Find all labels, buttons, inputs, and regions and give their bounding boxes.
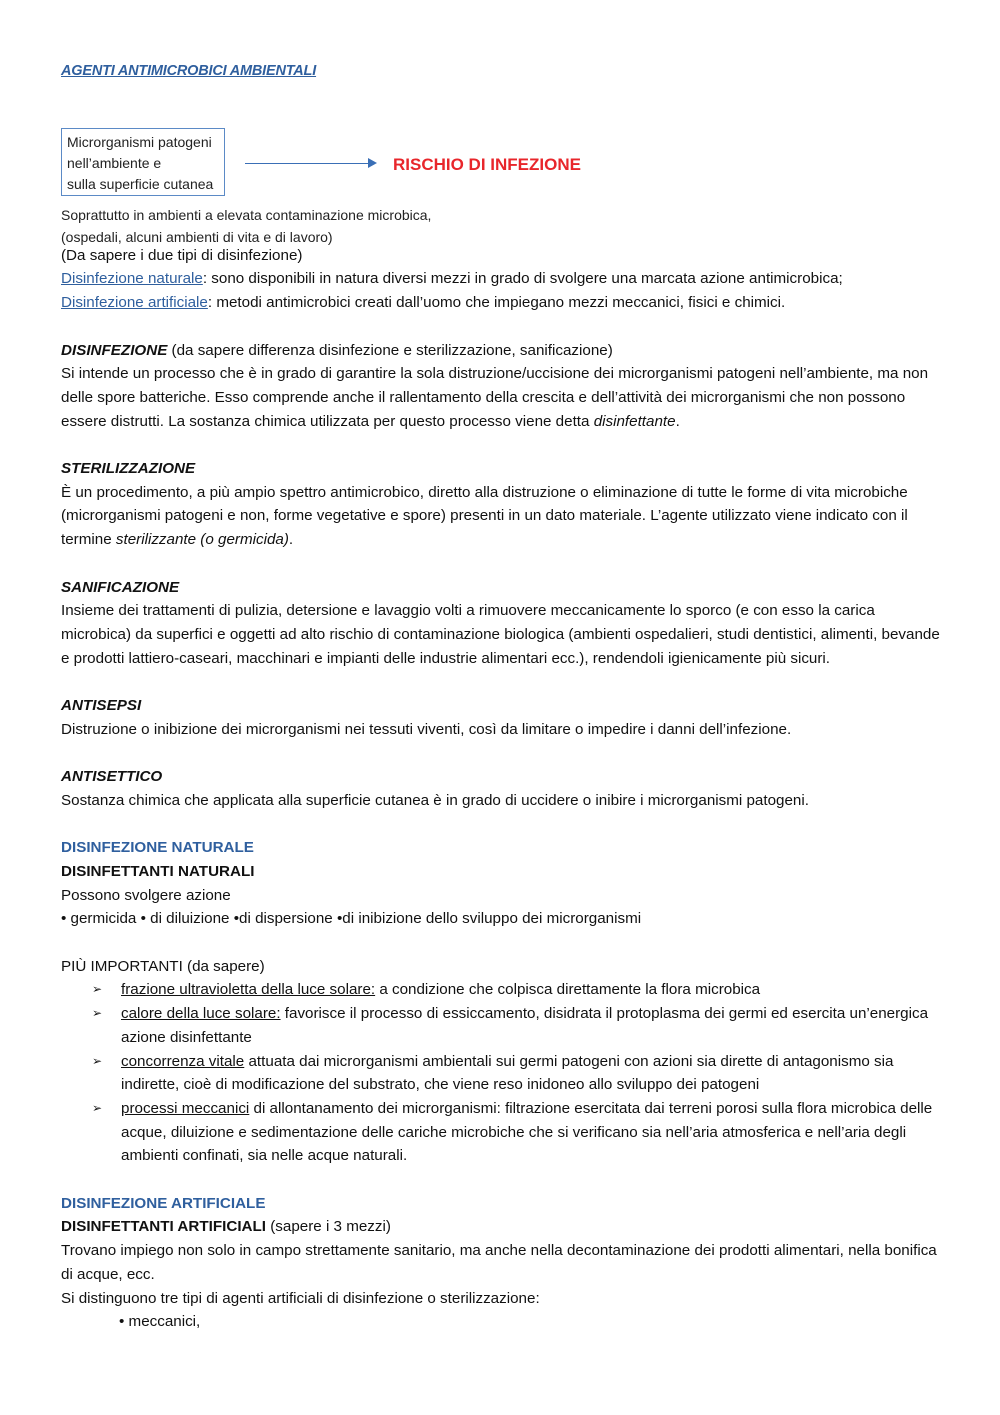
body-text: Si intende un processo che è in grado di garantire la sola distruzione/uccisione dei microrganismi patogeni nell’ambiente, ma non delle spore batteriche. Esso comprende anche il rallentamento della crescita e dell’attività dei microrganismi che non possono essere distrutti. La sostanza chimica utilizzata per questo processo viene detta bbox=[61, 365, 929, 430]
document-title: AGENTI ANTIMICROBICI AMBIENTALI bbox=[61, 63, 317, 79]
natural-disinfection-text: : sono disponibili in natura diversi mezzi in grado di svolgere una marcata azione antimicrobica; bbox=[202, 270, 843, 288]
text-line: Possono svolgere azione bbox=[61, 886, 231, 904]
artificial-disinfection-line bbox=[61, 291, 941, 315]
section-heading: ANTISEPSI bbox=[61, 697, 142, 714]
heading-note: (da sapere differenza disinfezione e sterilizzazione, sanificazione) bbox=[167, 341, 613, 359]
section-heading-blue: DISINFEZIONE NATURALE bbox=[61, 839, 254, 857]
arrow-bullet-icon: ➢ bbox=[92, 1006, 103, 1021]
box-line: nell’ambiente e bbox=[67, 154, 162, 171]
subheading-line bbox=[61, 1215, 941, 1239]
list-item bbox=[92, 978, 941, 1002]
list-item bbox=[92, 1002, 941, 1049]
list-item-text bbox=[121, 978, 941, 1002]
arrow-bullet-icon: ➢ bbox=[92, 1100, 103, 1115]
disinfezione-heading-line bbox=[61, 339, 941, 363]
list-item bbox=[92, 1050, 941, 1097]
antisepsi-body: Distruzione o inibizione dei microrganismi nei tessuti viventi, così da limitare o impedire i danni dell’infezione. bbox=[61, 720, 792, 738]
important-line: PIÙ IMPORTANTI (da sapere) bbox=[61, 957, 265, 975]
section-heading: SANIFICAZIONE bbox=[61, 578, 180, 596]
box-line: Microrganismi patogeni bbox=[67, 133, 212, 150]
disinfezione-body bbox=[61, 362, 941, 433]
document-page bbox=[61, 60, 941, 1334]
underlined-term: calore della luce solare: bbox=[121, 1005, 281, 1023]
list-item-text bbox=[121, 1097, 941, 1168]
arrow-bullet-icon: ➢ bbox=[92, 1053, 103, 1068]
item-text: favorisce il processo di essiccamento, disidrata il protoplasma dei germi ed esercita un’energica azione disinfettante bbox=[121, 1005, 929, 1046]
subheading: DISINFETTANTI NATURALI bbox=[61, 862, 255, 880]
arrow-bullet-icon: ➢ bbox=[92, 982, 103, 997]
underlined-term: frazione ultravioletta della luce solare: bbox=[121, 981, 376, 999]
subheading: DISINFETTANTI ARTIFICIALI bbox=[61, 1218, 267, 1236]
section-heading: ANTISETTICO bbox=[61, 768, 163, 786]
body-text: È un procedimento, a più ampio spettro antimicrobico, diretto alla distruzione o eliminazione di tutte le forme di vita microbiche (microrganismi patogeni e non, forme vegetative e spore) presenti in un dato materiale. L’agente utilizzato viene indicato con il termine bbox=[61, 483, 908, 549]
intro-line: (Da sapere i due tipi di disinfezione) bbox=[61, 246, 303, 264]
item-text: a condizione che colpisca direttamente la flora microbica bbox=[375, 981, 761, 999]
term-italic: disinfettante bbox=[593, 412, 676, 430]
note-line: Soprattutto in ambienti a elevata contaminazione microbica, bbox=[61, 206, 432, 223]
infection-risk-diagram bbox=[61, 84, 941, 244]
sanificazione-body: Insieme dei trattamenti di pulizia, detersione e lavaggio volti a rimuovere meccanicamente lo sporco (e con esso la carica microbica) da superfici e oggetti ad alto rischio di contaminazione biologica (ambienti ospedalieri, studi dentistici, alimenti, bevande e prodotti lattiero-caseari, macchinari e impianti delle industrie alimentari ecc.), rendendoli igienicamente più sicuri. bbox=[61, 602, 940, 667]
natural-disinfection-link[interactable]: Disinfezione naturale bbox=[61, 270, 203, 288]
body-end: . bbox=[675, 412, 680, 430]
list-item-text bbox=[121, 1050, 941, 1097]
section-heading-blue: DISINFEZIONE ARTIFICIALE bbox=[61, 1194, 266, 1212]
list-item: • meccanici, bbox=[119, 1313, 201, 1331]
list-item-text bbox=[121, 1002, 941, 1049]
pathogens-box bbox=[61, 128, 225, 196]
artificial-disinfection-text: : metodi antimicrobici creati dall’uomo che impiegano mezzi meccanici, fisici e chimici. bbox=[207, 294, 786, 312]
subheading-note: (sapere i 3 mezzi) bbox=[266, 1218, 391, 1236]
action-list-line: • germicida • di diluizione •di dispersione •di inibizione dello sviluppo dei microrganismi bbox=[61, 910, 642, 928]
note-line: (ospedali, alcuni ambienti di vita e di lavoro) bbox=[61, 228, 333, 245]
sterilizzazione-body bbox=[61, 481, 941, 552]
item-text: attuata dai microrganismi ambientali sui germi patogeni con azioni sia dirette di antagonismo sia indirette, cioè di modificazione del substrato, che viene reso inidoneo allo sviluppo dei patogeni bbox=[121, 1052, 894, 1094]
underlined-term: concorrenza vitale bbox=[121, 1052, 245, 1070]
section-heading: STERILIZZAZIONE bbox=[61, 460, 196, 477]
diagram-note bbox=[61, 204, 431, 248]
text-line: Si distinguono tre tipi di agenti artificiali di disinfezione o sterilizzazione: bbox=[61, 1289, 540, 1307]
body-end: . bbox=[288, 531, 294, 549]
item-text: di allontanamento dei microrganismi: filtrazione esercitata dai terreni porosi sulla flora microbica delle acque, diluizione e sedimentazione delle cariche microbiche che si verificano sia nell’aria atmosferica e nell’aria degli ambienti confinati, sia nelle acque naturali. bbox=[121, 1099, 933, 1165]
underlined-term: processi meccanici bbox=[121, 1099, 250, 1117]
infection-risk-label: RISCHIO DI INFEZIONE bbox=[393, 154, 581, 174]
antisettico-body: Sostanza chimica che applicata alla superficie cutanea è in grado di uccidere o inibire i microrganismi patogeni. bbox=[61, 791, 809, 809]
list-item bbox=[92, 1097, 941, 1168]
box-line: sulla superficie cutanea bbox=[67, 175, 214, 192]
artificial-disinfection-link[interactable]: Disinfezione artificiale bbox=[61, 294, 208, 312]
natural-disinfection-line bbox=[61, 267, 941, 291]
arrow-right-icon bbox=[245, 163, 373, 165]
term-italic: sterilizzante (o germicida) bbox=[115, 531, 289, 549]
artificiale-body: Trovano impiego non solo in campo strettamente sanitario, ma anche nella decontaminazione dei prodotti alimentari, nella bonifica di acque, ecc. bbox=[61, 1242, 937, 1283]
section-heading: DISINFEZIONE bbox=[61, 341, 168, 359]
